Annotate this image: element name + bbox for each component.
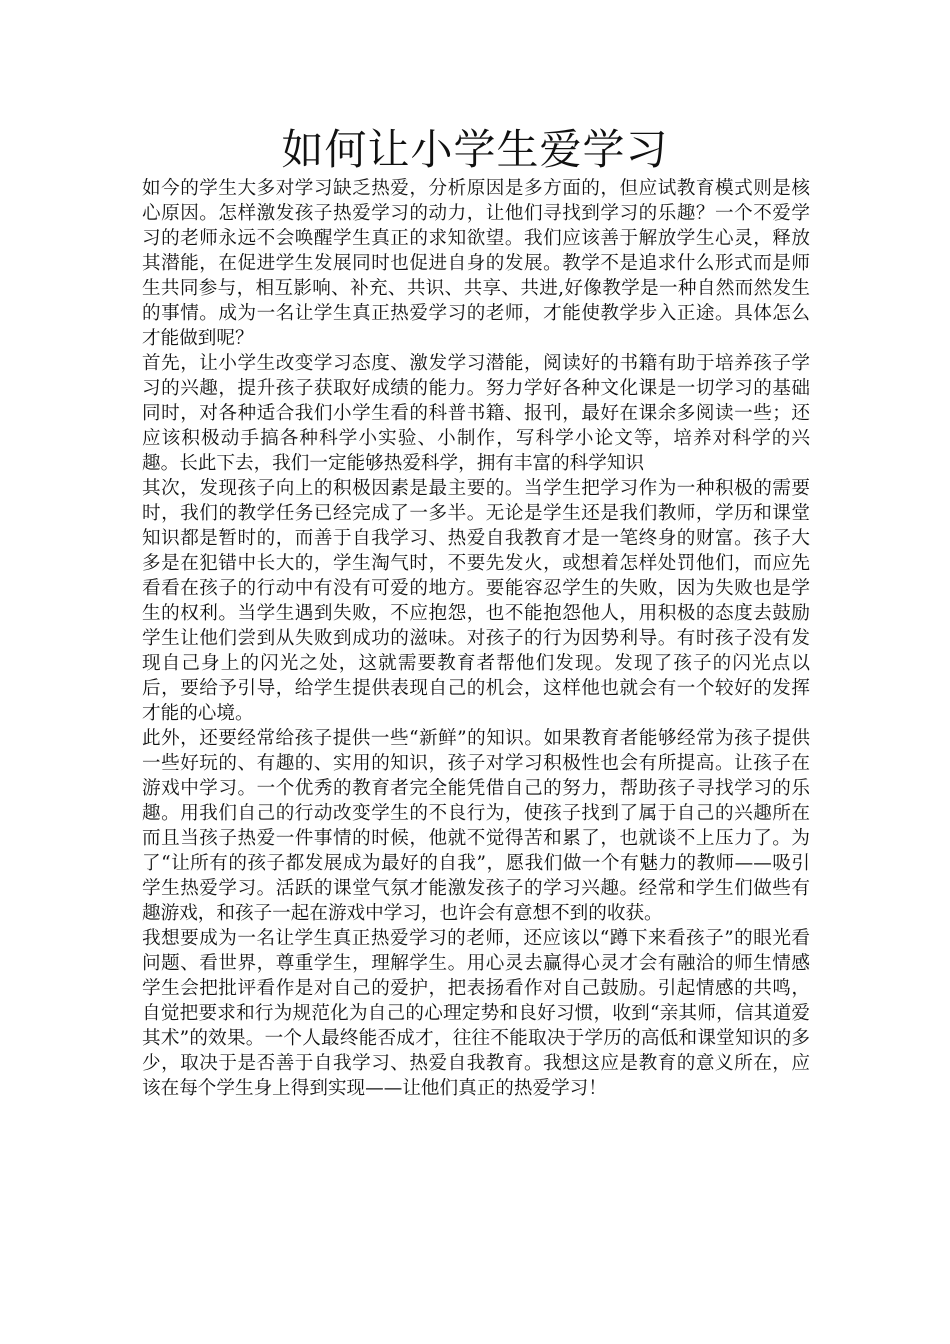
paragraph-conclusion: 我想要成为一名让学生真正热爱学习的老师，还应该以“蹲下来看孩子”的眼光看问题、看世界，尊重学生，理解学生。用心灵去赢得心灵才会有融洽的师生情感学生会把批评看作是对自己的爱护，把表扬看作对自己鼓励。引起情感的共鸣，自觉把要求和行为规范化为自己的心理定势和良好习惯，收到“亲其师，信其道爱其术”的效果。一个人最终能否成才，往往不能取决于学历的高低和课堂知识的多少，取决于是否善于自我学习、热爱自我教育。我想这应是教育的意义所在，应该在每个学生身上得到实现——让他们真正的热爱学习！	[142, 928, 810, 1099]
paragraph-first: 首先，让小学生改变学习态度、激发学习潜能，阅读好的书籍有助于培养孩子学习的兴趣，提升孩子获取好成绩的能力。努力学好各种文化课是一切学习的基础同时，对各种适合我们小学生看的科普书籍、报刊，最好在课余多阅读一些；还应该积极动手搞各种科学小实验、小制作，写科学小论文等，培养对科学的兴趣。长此下去，我们一定能够热爱科学，拥有丰富的科学知识	[142, 353, 810, 474]
document-title: 如何让小学生爱学习	[281, 125, 669, 174]
document-body	[142, 176, 810, 1101]
paragraph-second: 其次，发现孩子向上的积极因素是最主要的。当学生把学习作为一种积极的需要时，我们的教学任务已经完成了一多半。无论是学生还是我们教师，学历和课堂知识都是暂时的，而善于自我学习、热爱自我教育才是一笔终身的财富。孩子大多是在犯错中长大的，学生淘气时，不要先发火，或想着怎样处罚他们，而应先看看在孩子的行动中有没有可爱的地方。要能容忍学生的失败，因为失败也是学生的权利。当学生遇到失败，不应抱怨，也不能抱怨他人，用积极的态度去鼓励学生让他们尝到从失败到成功的滋味。对孩子的行为因势利导。有时孩子没有发现自己身上的闪光之处，这就需要教育者帮他们发现。发现了孩子的闪光点以后，要给予引导，给学生提供表现自己的机会，这样他也就会有一个较好的发挥才能的心境。	[142, 478, 810, 724]
paragraph-intro: 如今的学生大多对学习缺乏热爱，分析原因是多方面的，但应试教育模式则是核心原因。怎样激发孩子热爱学习的动力，让他们寻找到学习的乐趣？一个不爱学习的老师永远不会唤醒学生真正的求知欲望。我们应该善于解放学生心灵，释放其潜能，在促进学生发展同时也促进自身的发展。教学不是追求什么形式而是师生共同参与，相互影响、补充、共识、共享、共进,好像教学是一种自然而然发生的事情。成为一名让学生真正热爱学习的老师，才能使教学步入正途。具体怎么才能做到呢？	[142, 178, 810, 349]
paragraph-additional: 此外，还要经常给孩子提供一些“新鲜”的知识。如果教育者能够经常为孩子提供一些好玩的、有趣的、实用的知识，孩子对学习积极性也会有所提高。让孩子在游戏中学习。一个优秀的教育者完全能凭借自己的努力，帮助孩子寻找学习的乐趣。用我们自己的行动改变学生的不良行为，使孩子找到了属于自己的兴趣所在而且当孩子热爱一件事情的时候，他就不觉得苦和累了，也就谈不上压力了。为了“让所有的孩子都发展成为最好的自我”，愿我们做一个有魅力的教师——吸引学生热爱学习。活跃的课堂气氛才能激发孩子的学习兴趣。经常和学生们做些有趣游戏，和孩子一起在游戏中学习，也许会有意想不到的收获。	[142, 728, 810, 924]
